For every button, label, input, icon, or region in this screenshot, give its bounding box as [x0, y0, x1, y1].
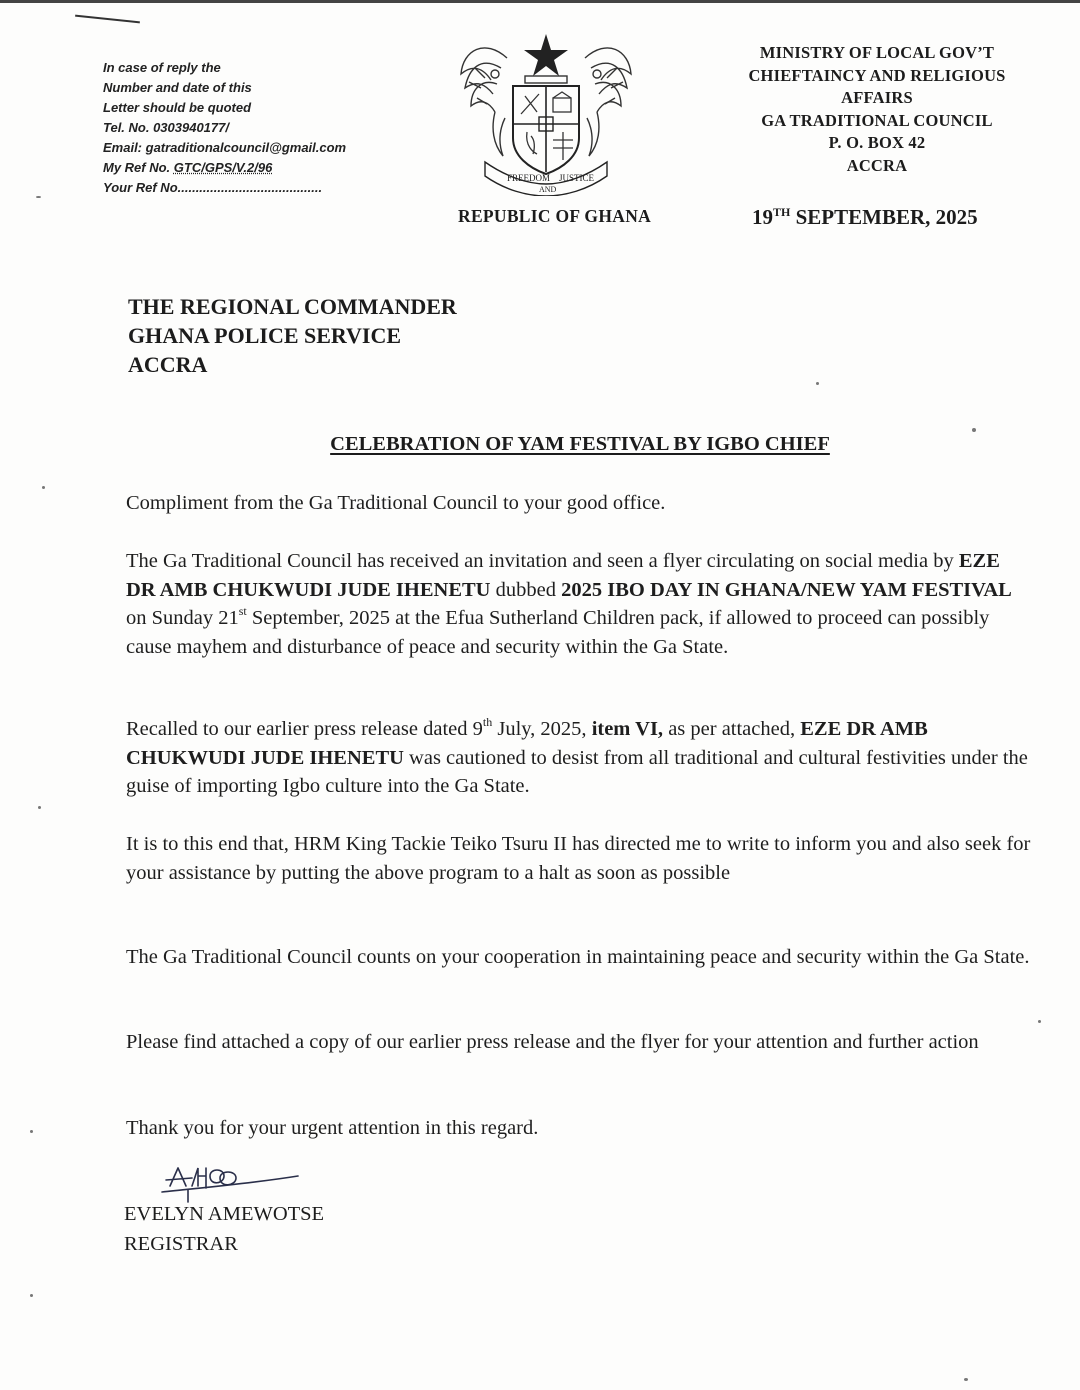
p3-text-d: as per attached, [663, 718, 801, 740]
email-address: Email: gatraditionalcouncil@gmail.com [103, 140, 347, 155]
date-day: 19 [752, 205, 773, 229]
motto-left: FREEDOM [507, 173, 551, 183]
my-ref-value: GTC/GPS/V.2/96 [173, 160, 273, 175]
scan-speck [30, 1130, 33, 1133]
p2-text-a: The Ga Traditional Council has received an invitation and seen a flyer circulating on social media by [126, 550, 959, 572]
telephone-number: Tel. No. 0303940177/ [103, 120, 229, 135]
scan-speck [972, 428, 976, 432]
paragraph-1: Compliment from the Ga Traditional Council to your good office. [126, 492, 666, 514]
reference-line-1: In case of reply the [103, 60, 221, 75]
paragraph-3 [126, 715, 1031, 801]
date-suffix: TH [773, 205, 791, 219]
paragraph-2 [126, 547, 1031, 661]
my-ref-label: My Ref No. [103, 160, 171, 175]
p2-name: EZE DR AMB CHUKWUDI JUDE IHENETU [126, 550, 1000, 601]
ministry-line-5: P. O. BOX 42 [828, 133, 926, 152]
scan-speck [1038, 1020, 1041, 1023]
p2-text-c: dubbed [490, 578, 562, 601]
ministry-line-4: GA TRADITIONAL COUNCIL [761, 110, 993, 130]
ghana-coat-of-arms-icon [455, 28, 637, 196]
signer-name: EVELYN AMEWOTSE [124, 1203, 325, 1225]
scan-top-edge [0, 0, 1080, 3]
scan-speck [36, 196, 41, 198]
signer-block [124, 1199, 324, 1259]
ministry-header [712, 42, 1042, 177]
paragraph-5: The Ga Traditional Council counts on your cooperation in maintaining peace and security within the Ga State. [126, 946, 1030, 968]
paragraph-7: Thank you for your urgent attention in this regard. [126, 1117, 539, 1139]
scan-speck [38, 806, 41, 809]
p3-text-f: was cautioned to desist from all traditional and cultural festivities under the guise of importing Igbo culture into the Ga State. [126, 746, 1028, 797]
paragraph-6: Please find attached a copy of our earlier press release and the flyer for your attention and further action [126, 1031, 979, 1053]
my-ref-number [103, 158, 346, 178]
p2-sup: st [238, 604, 247, 618]
scan-speck [816, 382, 819, 385]
reference-line-2: Number and date of this [103, 80, 252, 95]
addressee-line-1: THE REGIONAL COMMANDER [128, 294, 457, 319]
addressee-line-2: GHANA POLICE SERVICE [128, 323, 402, 348]
p2-text-e: on Sunday 21 [126, 607, 239, 629]
reference-line-3: Letter should be quoted [103, 100, 252, 115]
p3-text-a: Recalled to our earlier press release dated 9 [126, 718, 483, 740]
handwritten-signature [158, 1162, 308, 1204]
signer-title: REGISTRAR [124, 1233, 238, 1255]
letter-subject: CELEBRATION OF YAM FESTIVAL BY IGBO CHIEF [330, 433, 830, 455]
ministry-line-3: AFFAIRS [841, 88, 913, 107]
p3-text-b: July, 2025, [492, 718, 592, 740]
your-ref-number: Your Ref No........................................ [103, 180, 323, 195]
scan-speck [30, 1294, 33, 1297]
scan-speck [964, 1378, 968, 1381]
p2-text-f: September, 2025 at the Efua Sutherland Children pack, if allowed to proceed can possibly cause mayhem and disturbance of peace and security within the Ga State. [126, 607, 990, 658]
p3-name: EZE DR AMB CHUKWUDI JUDE IHENETU [126, 718, 928, 769]
pen-stroke [75, 15, 140, 24]
republic-label: REPUBLIC OF GHANA [458, 206, 652, 226]
p2-event: 2025 IBO DAY IN GHANA/NEW YAM FESTIVAL [561, 578, 1012, 601]
scan-speck [42, 486, 45, 489]
ministry-line-2: CHIEFTAINCY AND RELIGIOUS [748, 65, 1006, 85]
addressee-line-3: ACCRA [128, 352, 208, 377]
p3-sup: th [482, 715, 493, 729]
addressee-block [128, 292, 457, 379]
paragraph-4: It is to this end that, HRM King Tackie Teiko Tsuru II has directed me to write to inform you and also seek for your assistance by putting the above program to a halt as soon as possible [126, 833, 1031, 884]
date-rest: SEPTEMBER, 2025 [790, 205, 978, 229]
ministry-line-6: ACCRA [846, 155, 908, 175]
motto-right: JUSTICE [559, 173, 595, 183]
reference-block [103, 58, 346, 198]
p3-item: item VI, [591, 718, 664, 740]
motto-center: AND [539, 185, 557, 194]
letter-date [752, 205, 978, 230]
ministry-line-1: MINISTRY OF LOCAL GOV’T [759, 43, 995, 62]
